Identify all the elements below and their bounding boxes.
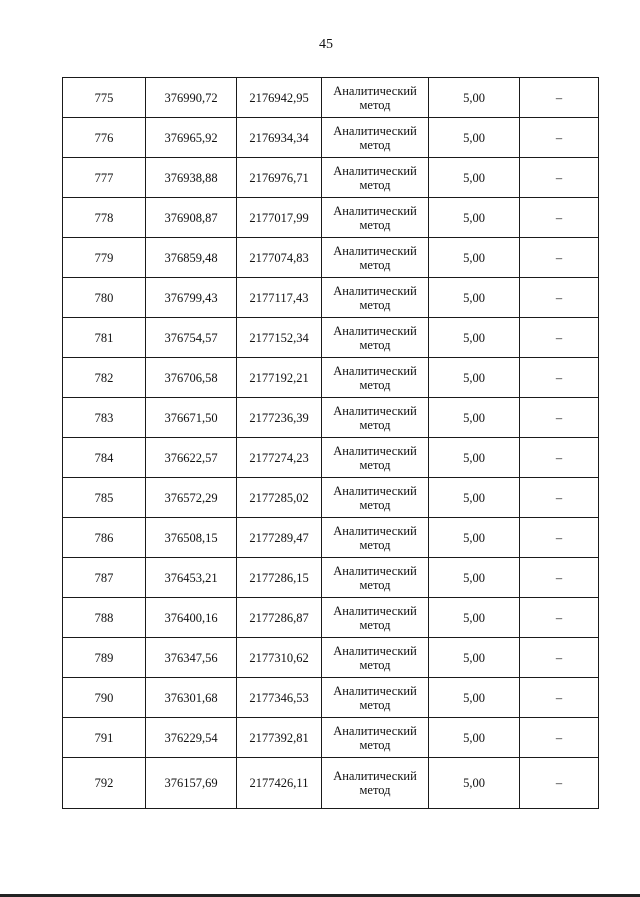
method-text-line: метод (359, 177, 391, 192)
accuracy-cell: 5,00 (429, 158, 520, 198)
method-text-line: Аналитический (333, 83, 417, 98)
method-text-line: Аналитический (333, 603, 417, 618)
y-coordinate-cell: 2177392,81 (237, 718, 322, 758)
method-text-line: Аналитический (333, 443, 417, 458)
method-text-line: метод (359, 297, 391, 312)
x-coordinate-cell: 376754,57 (146, 318, 237, 358)
note-cell: – (520, 278, 599, 318)
x-coordinate-cell: 376671,50 (146, 398, 237, 438)
y-coordinate-cell: 2177117,43 (237, 278, 322, 318)
method-cell (322, 358, 429, 398)
method-text-line: Аналитический (333, 483, 417, 498)
y-coordinate-cell: 2177236,39 (237, 398, 322, 438)
method-cell (322, 198, 429, 238)
note-cell: – (520, 678, 599, 718)
x-coordinate-cell: 376990,72 (146, 78, 237, 118)
y-coordinate-cell: 2176976,71 (237, 158, 322, 198)
accuracy-cell: 5,00 (429, 78, 520, 118)
method-cell (322, 678, 429, 718)
y-coordinate-cell: 2177017,99 (237, 198, 322, 238)
table-row (63, 238, 599, 278)
method-cell (322, 318, 429, 358)
method-text-line: Аналитический (333, 643, 417, 658)
point-number-cell: 776 (63, 118, 146, 158)
method-text-line: Аналитический (333, 363, 417, 378)
point-number-cell: 792 (63, 758, 146, 809)
y-coordinate-cell: 2177152,34 (237, 318, 322, 358)
method-cell (322, 238, 429, 278)
method-text-line: метод (359, 257, 391, 272)
table-row (63, 558, 599, 598)
method-text-line: метод (359, 577, 391, 592)
table-row (63, 478, 599, 518)
note-cell: – (520, 518, 599, 558)
note-cell: – (520, 398, 599, 438)
method-cell (322, 158, 429, 198)
coordinates-table-body (63, 78, 599, 809)
y-coordinate-cell: 2177346,53 (237, 678, 322, 718)
note-cell: – (520, 158, 599, 198)
x-coordinate-cell: 376622,57 (146, 438, 237, 478)
accuracy-cell: 5,00 (429, 478, 520, 518)
method-text-line: метод (359, 417, 391, 432)
method-text-line: метод (359, 617, 391, 632)
method-cell (322, 558, 429, 598)
x-coordinate-cell: 376572,29 (146, 478, 237, 518)
x-coordinate-cell: 376453,21 (146, 558, 237, 598)
table-row (63, 318, 599, 358)
x-coordinate-cell: 376229,54 (146, 718, 237, 758)
table-row (63, 158, 599, 198)
y-coordinate-cell: 2177286,87 (237, 598, 322, 638)
table-row (63, 198, 599, 238)
method-text-line: Аналитический (333, 683, 417, 698)
x-coordinate-cell: 376157,69 (146, 758, 237, 809)
y-coordinate-cell: 2176942,95 (237, 78, 322, 118)
accuracy-cell: 5,00 (429, 718, 520, 758)
point-number-cell: 789 (63, 638, 146, 678)
point-number-cell: 780 (63, 278, 146, 318)
y-coordinate-cell: 2177310,62 (237, 638, 322, 678)
note-cell: – (520, 478, 599, 518)
note-cell: – (520, 78, 599, 118)
point-number-cell: 790 (63, 678, 146, 718)
table-row (63, 278, 599, 318)
x-coordinate-cell: 376908,87 (146, 198, 237, 238)
point-number-cell: 791 (63, 718, 146, 758)
method-text-line: Аналитический (333, 283, 417, 298)
method-cell (322, 398, 429, 438)
method-text-line: Аналитический (333, 723, 417, 738)
y-coordinate-cell: 2177074,83 (237, 238, 322, 278)
accuracy-cell: 5,00 (429, 558, 520, 598)
accuracy-cell: 5,00 (429, 518, 520, 558)
method-text-line: метод (359, 137, 391, 152)
method-cell (322, 478, 429, 518)
accuracy-cell: 5,00 (429, 358, 520, 398)
table-row (63, 398, 599, 438)
table-row (63, 598, 599, 638)
point-number-cell: 781 (63, 318, 146, 358)
method-cell (322, 518, 429, 558)
table-row (63, 678, 599, 718)
x-coordinate-cell: 376799,43 (146, 278, 237, 318)
point-number-cell: 778 (63, 198, 146, 238)
point-number-cell: 785 (63, 478, 146, 518)
point-number-cell: 782 (63, 358, 146, 398)
y-coordinate-cell: 2177192,21 (237, 358, 322, 398)
accuracy-cell: 5,00 (429, 278, 520, 318)
coordinates-table (62, 77, 599, 809)
table-row (63, 518, 599, 558)
x-coordinate-cell: 376706,58 (146, 358, 237, 398)
method-cell (322, 118, 429, 158)
point-number-cell: 788 (63, 598, 146, 638)
note-cell: – (520, 238, 599, 278)
method-text-line: метод (359, 457, 391, 472)
method-text-line: метод (359, 737, 391, 752)
method-text-line: метод (359, 783, 391, 797)
method-text-line: Аналитический (333, 123, 417, 138)
method-text-line: Аналитический (333, 203, 417, 218)
method-text-line: Аналитический (333, 523, 417, 538)
note-cell: – (520, 718, 599, 758)
method-text-line: метод (359, 97, 391, 112)
point-number-cell: 783 (63, 398, 146, 438)
accuracy-cell: 5,00 (429, 318, 520, 358)
table-row (63, 358, 599, 398)
table-row (63, 78, 599, 118)
accuracy-cell: 5,00 (429, 758, 520, 809)
x-coordinate-cell: 376938,88 (146, 158, 237, 198)
note-cell: – (520, 438, 599, 478)
accuracy-cell: 5,00 (429, 198, 520, 238)
note-cell: – (520, 558, 599, 598)
point-number-cell: 779 (63, 238, 146, 278)
method-text-line: Аналитический (333, 163, 417, 178)
method-cell (322, 638, 429, 678)
note-cell: – (520, 638, 599, 678)
method-cell (322, 78, 429, 118)
table-row (63, 438, 599, 478)
note-cell: – (520, 318, 599, 358)
method-text-line: метод (359, 377, 391, 392)
y-coordinate-cell: 2177285,02 (237, 478, 322, 518)
point-number-cell: 787 (63, 558, 146, 598)
y-coordinate-cell: 2177286,15 (237, 558, 322, 598)
method-cell (322, 598, 429, 638)
x-coordinate-cell: 376301,68 (146, 678, 237, 718)
point-number-cell: 786 (63, 518, 146, 558)
method-text-line: Аналитический (333, 563, 417, 578)
accuracy-cell: 5,00 (429, 678, 520, 718)
method-cell (322, 278, 429, 318)
page-number: 45 (319, 37, 333, 52)
x-coordinate-cell: 376347,56 (146, 638, 237, 678)
y-coordinate-cell: 2177274,23 (237, 438, 322, 478)
table-row (63, 718, 599, 758)
accuracy-cell: 5,00 (429, 598, 520, 638)
method-cell (322, 718, 429, 758)
point-number-cell: 775 (63, 78, 146, 118)
x-coordinate-cell: 376400,16 (146, 598, 237, 638)
method-text-line: Аналитический (333, 243, 417, 258)
note-cell: – (520, 598, 599, 638)
y-coordinate-cell: 2177289,47 (237, 518, 322, 558)
y-coordinate-cell: 2177426,11 (237, 758, 322, 809)
method-text-line: метод (359, 697, 391, 712)
method-cell (322, 758, 429, 809)
table-row (63, 118, 599, 158)
table-row (63, 758, 599, 809)
accuracy-cell: 5,00 (429, 438, 520, 478)
method-text-line: Аналитический (333, 403, 417, 418)
note-cell: – (520, 118, 599, 158)
method-text-line: метод (359, 337, 391, 352)
method-text-line: метод (359, 657, 391, 672)
method-text-line: Аналитический (333, 769, 417, 783)
x-coordinate-cell: 376508,15 (146, 518, 237, 558)
x-coordinate-cell: 376859,48 (146, 238, 237, 278)
method-text-line: метод (359, 217, 391, 232)
method-text-line: метод (359, 537, 391, 552)
note-cell: – (520, 198, 599, 238)
method-text-line: метод (359, 497, 391, 512)
point-number-cell: 784 (63, 438, 146, 478)
note-cell: – (520, 358, 599, 398)
method-cell (322, 438, 429, 478)
accuracy-cell: 5,00 (429, 638, 520, 678)
point-number-cell: 777 (63, 158, 146, 198)
accuracy-cell: 5,00 (429, 398, 520, 438)
x-coordinate-cell: 376965,92 (146, 118, 237, 158)
accuracy-cell: 5,00 (429, 238, 520, 278)
y-coordinate-cell: 2176934,34 (237, 118, 322, 158)
accuracy-cell: 5,00 (429, 118, 520, 158)
table-row (63, 638, 599, 678)
note-cell: – (520, 758, 599, 809)
method-text-line: Аналитический (333, 323, 417, 338)
